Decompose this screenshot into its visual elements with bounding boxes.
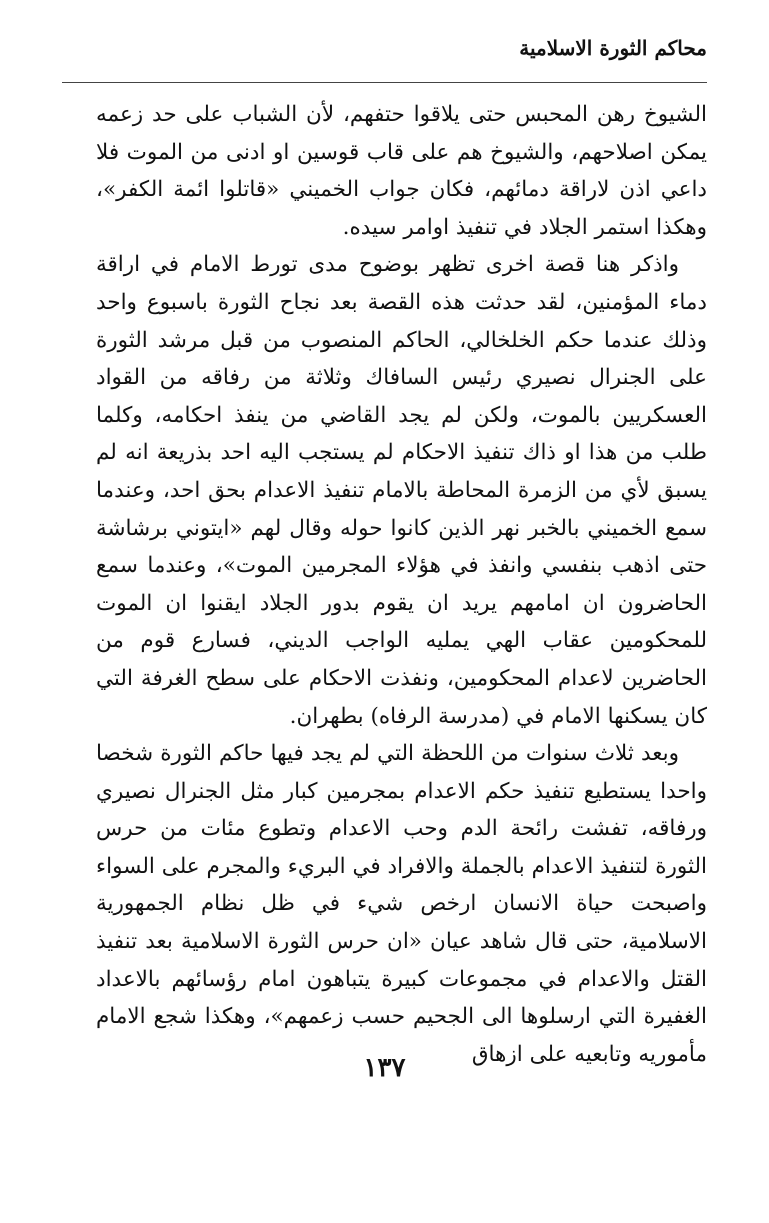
running-header-title: محاكم الثورة الاسلامية (519, 36, 707, 60)
page-number: ١٣٧ (363, 1053, 406, 1083)
paragraph-3: وبعد ثلاث سنوات من اللحظة التي لم يجد فيها حاكم الثورة شخصا واحدا يستطيع تنفيذ حكم الاعدام بمجرمين كبار مثل الجنرال نصيري ورفاقه، تفشت رائحة الدم وحب الاعدام وتطوع مئات من حرس الثورة لتنفيذ الاعدام بالجملة والافراد في البريء والمجرم على السواء واصبحت حياة الانسان ارخص شيء في ظل نظام الجمهورية الاسلامية، حتى قال شاهد عيان «ان حرس الثورة الاسلامية بعد تنفيذ القتل والاعدام في مجموعات كبيرة يتباهون امام رؤسائهم بالاعداد الغفيرة التي ارسلوها الى الجحيم حسب زعمهم»، وهكذا شجع الامام مأموريه وتابعيه على ازهاق (96, 741, 707, 1067)
header-divider (62, 82, 707, 83)
body-text (96, 96, 707, 1073)
paragraph-2: واذكر هنا قصة اخرى تظهر بوضوح مدى تورط الامام في اراقة دماء المؤمنين، لقد حدثت هذه القصة بعد نجاح الثورة باسبوع واحد وذلك عندما حكم الخلخالي، الحاكم المنصوب من قبل مرشد الثورة على الجنرال نصيري رئيس السافاك وثلاثة من رفاقه من القواد العسكريين بالموت، ولكن لم يجد القاضي من ينفذ احكامه، وكلما طلب من هذا او ذاك تنفيذ الاحكام لم يستجب اليه احد بذريعة انه لم يسبق لأي من الزمرة المحاطة بالامام تنفيذ الاعدام بحق احد، وعندما سمع الخميني بالخبر نهر الذين كانوا حوله وقال لهم «ايتوني برشاشة حتى اذهب بنفسي وانفذ في هؤلاء المجرمين الموت»، وعندما سمع الحاضرون ان امامهم يريد ان يقوم بدور الجلاد ايقنوا ان الموت للمحكومين عقاب الهي يمليه الواجب الديني، فسارع قوم من الحاضرين لاعدام المحكومين، ونفذت الاحكام على سطح الغرفة التي كان يسكنها الامام في (مدرسة الرفاه) بطهران. (96, 252, 707, 729)
paragraph-1: الشيوخ رهن المحبس حتى يلاقوا حتفهم، لأن الشباب على حد زعمه يمكن اصلاحهم، والشيوخ هم على قاب قوسين او ادنى من الموت فلا داعي اذن لاراقة دمائهم، فكان جواب الخميني «قاتلوا ائمة الكفر»، وهكذا استمر الجلاد في تنفيذ اوامر سيده. (96, 102, 707, 240)
